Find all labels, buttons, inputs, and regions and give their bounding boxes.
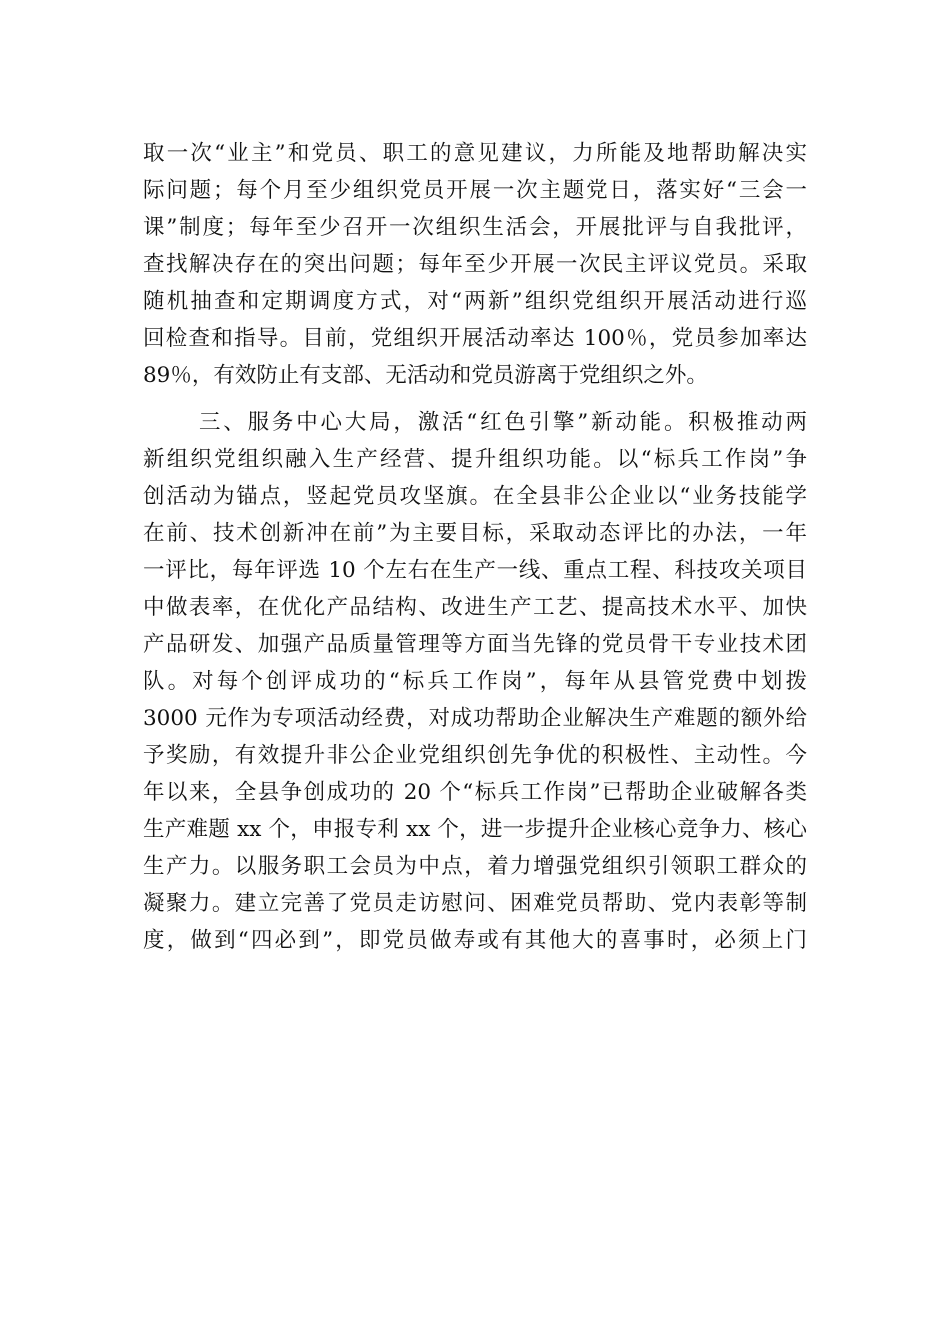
text-line: 中做表率，在优化产品结构、改进生产工艺、提高技术水平、加快	[143, 595, 807, 620]
text-line: 随机抽查和定期调度方式，对“两新”组织党组织开展活动进行巡	[143, 289, 807, 314]
text-line: 予奖励，有效提升非公企业党组织创先争优的积极性、主动性。今	[143, 743, 807, 768]
text-line: 队。对每个创评成功的“标兵工作岗”，每年从县管党费中划拨	[143, 669, 807, 694]
text-line: 查找解决存在的突出问题；每年至少开展一次民主评议党员。采取	[143, 252, 807, 277]
text-line: 创活动为锚点，竖起党员攻坚旗。在全县非公企业以“业务技能学	[143, 484, 807, 509]
text-line: 度，做到“四必到”，即党员做寿或有其他大的喜事时，必须上门	[143, 928, 807, 953]
text-line: 回检查和指导。目前，党组织开展活动率达 100％，党员参加率达	[143, 326, 807, 351]
text-line: 89％，有效防止有支部、无活动和党员游离于党组织之外。	[143, 363, 708, 388]
paragraph-heading-line: 三、服务中心大局，激活“红色引擎”新动能。积极推动两	[199, 410, 807, 435]
text-line: 凝聚力。建立完善了党员走访慰问、困难党员帮助、党内表彰等制	[143, 891, 807, 916]
text-line: 3000 元作为专项活动经费，对成功帮助企业解决生产难题的额外给	[143, 706, 807, 731]
text-line: 一评比，每年评选 10 个左右在生产一线、重点工程、科技攻关项目	[143, 558, 807, 583]
text-line: 生产力。以服务职工会员为中点，着力增强党组织引领职工群众的	[143, 854, 807, 879]
text-line: 取一次“业主”和党员、职工的意见建议，力所能及地帮助解决实	[143, 141, 807, 166]
text-line: 产品研发、加强产品质量管理等方面当先锋的党员骨干专业技术团	[143, 632, 807, 657]
text-line: 新组织党组织融入生产经营、提升组织功能。以“标兵工作岗”争	[143, 447, 807, 472]
text-line: 际问题；每个月至少组织党员开展一次主题党日，落实好“三会一	[143, 178, 807, 203]
text-line: 年以来，全县争创成功的 20 个“标兵工作岗”已帮助企业破解各类	[143, 780, 807, 805]
text-line: 课”制度；每年至少召开一次组织生活会，开展批评与自我批评，	[143, 215, 807, 240]
text-line: 在前、技术创新冲在前”为主要目标，采取动态评比的办法，一年	[143, 521, 807, 546]
text-line: 生产难题 xx 个，申报专利 xx 个，进一步提升企业核心竞争力、核心	[143, 817, 807, 842]
